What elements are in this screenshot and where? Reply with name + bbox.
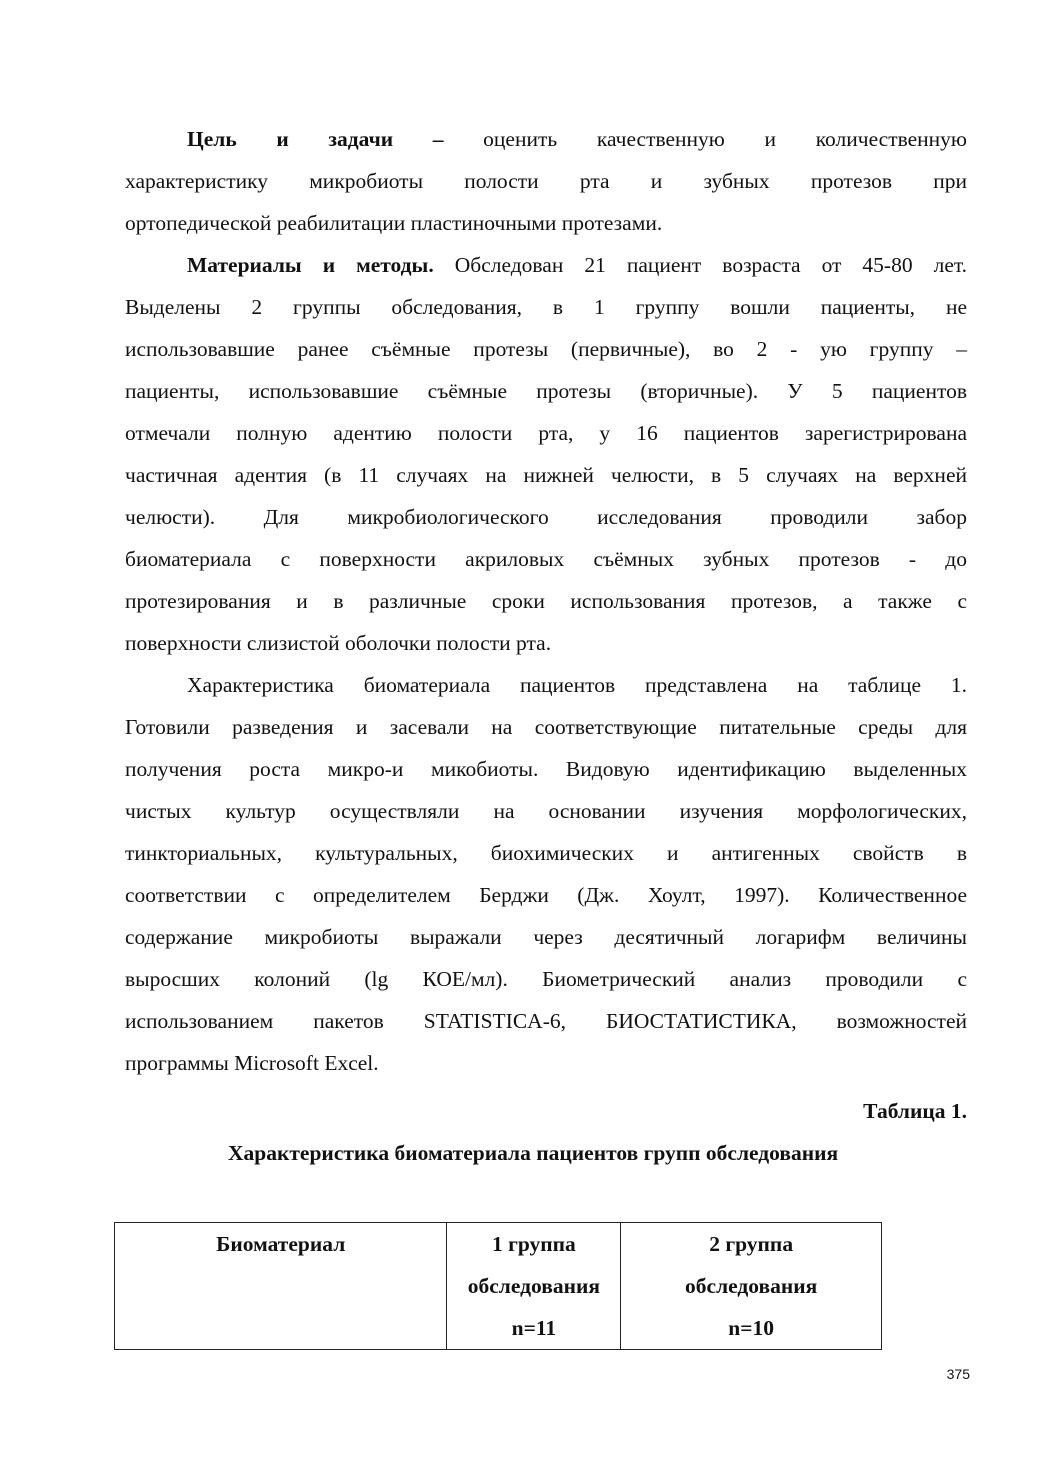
header-group1-line: 1 группа (491, 1232, 576, 1256)
para2-line: использовавшие ранее съёмные протезы (первичные), во 2 - ую группу – (125, 337, 967, 361)
header-group2 (621, 1223, 882, 1350)
page-number: 375 (946, 1366, 970, 1382)
table-title: Характеристика биоматериала пациентов групп обследования (228, 1141, 839, 1165)
para3-line: содержание микробиоты выражали через десятичный логарифм величины (125, 925, 967, 949)
header-group1 (447, 1223, 621, 1350)
header-biomaterial (115, 1223, 447, 1350)
para1-lead: Цель и задачи – (187, 127, 444, 151)
para1-line2: характеристику микробиоты полости рта и зубных протезов при (125, 169, 967, 193)
para2-line: челюсти). Для микробиологического исследования проводили забор (125, 505, 967, 529)
para2-line: пациенты, использовавшие съёмные протезы (вторичные). У 5 пациентов (125, 379, 967, 403)
para1-line1 (187, 124, 967, 154)
para2-line1 (187, 250, 967, 280)
para3-line: выросших колоний (lg КОЕ/мл). Биометрический анализ проводили с (125, 967, 967, 991)
para1-line1-text: оценить качественную и количественную (483, 127, 967, 151)
para3-line: Готовили разведения и засевали на соответствующие питательные среды для (125, 715, 967, 739)
header-group2-line: n=10 (728, 1316, 775, 1340)
para2-lead: Материалы и методы. (187, 253, 434, 277)
para2-line: поверхности слизистой оболочки полости рта. (125, 631, 552, 655)
para3-line1: Характеристика биоматериала пациентов представлена на таблице 1. (187, 673, 967, 697)
para2-line: отмечали полную адентию полости рта, у 16 пациентов зарегистрирована (125, 421, 967, 445)
para2-line: биоматериала с поверхности акриловых съёмных зубных протезов - до (125, 547, 967, 571)
header-group1-line: n=11 (511, 1316, 557, 1340)
table-label: Таблица 1. (863, 1099, 967, 1123)
para3-line: тинкториальных, культуральных, биохимических и антигенных свойств в (125, 841, 967, 865)
table-header-row (115, 1223, 882, 1350)
header-biomaterial-text: Биоматериал (216, 1232, 346, 1256)
para3-line: использованием пакетов STATISTICA-6, БИОСТАТИСТИКА, возможностей (125, 1009, 967, 1033)
biomaterial-table (114, 1222, 882, 1350)
para3-line: получения роста микро-и микобиоты. Видовую идентификацию выделенных (125, 757, 967, 781)
para3-line: соответствии с определителем Берджи (Дж. Хоулт, 1997). Количественное (125, 883, 967, 907)
para2-line: Выделены 2 группы обследования, в 1 группу вошли пациенты, не (125, 295, 967, 319)
para3-line: программы Microsoft Excel. (125, 1051, 379, 1075)
para1-line3: ортопедической реабилитации пластиночными протезами. (125, 211, 663, 235)
header-group2-line: 2 группа (709, 1232, 794, 1256)
header-group1-line: обследования (467, 1274, 600, 1298)
para2-line1-text: Обследован 21 пациент возраста от 45-80 лет. (454, 253, 968, 277)
para3-line: чистых культур осуществляли на основании изучения морфологических, (125, 799, 967, 823)
header-group2-line: обследования (685, 1274, 818, 1298)
para2-line: протезирования и в различные сроки использования протезов, а также с (125, 589, 967, 613)
para2-line: частичная адентия (в 11 случаях на нижней челюсти, в 5 случаях на верхней (125, 463, 967, 487)
